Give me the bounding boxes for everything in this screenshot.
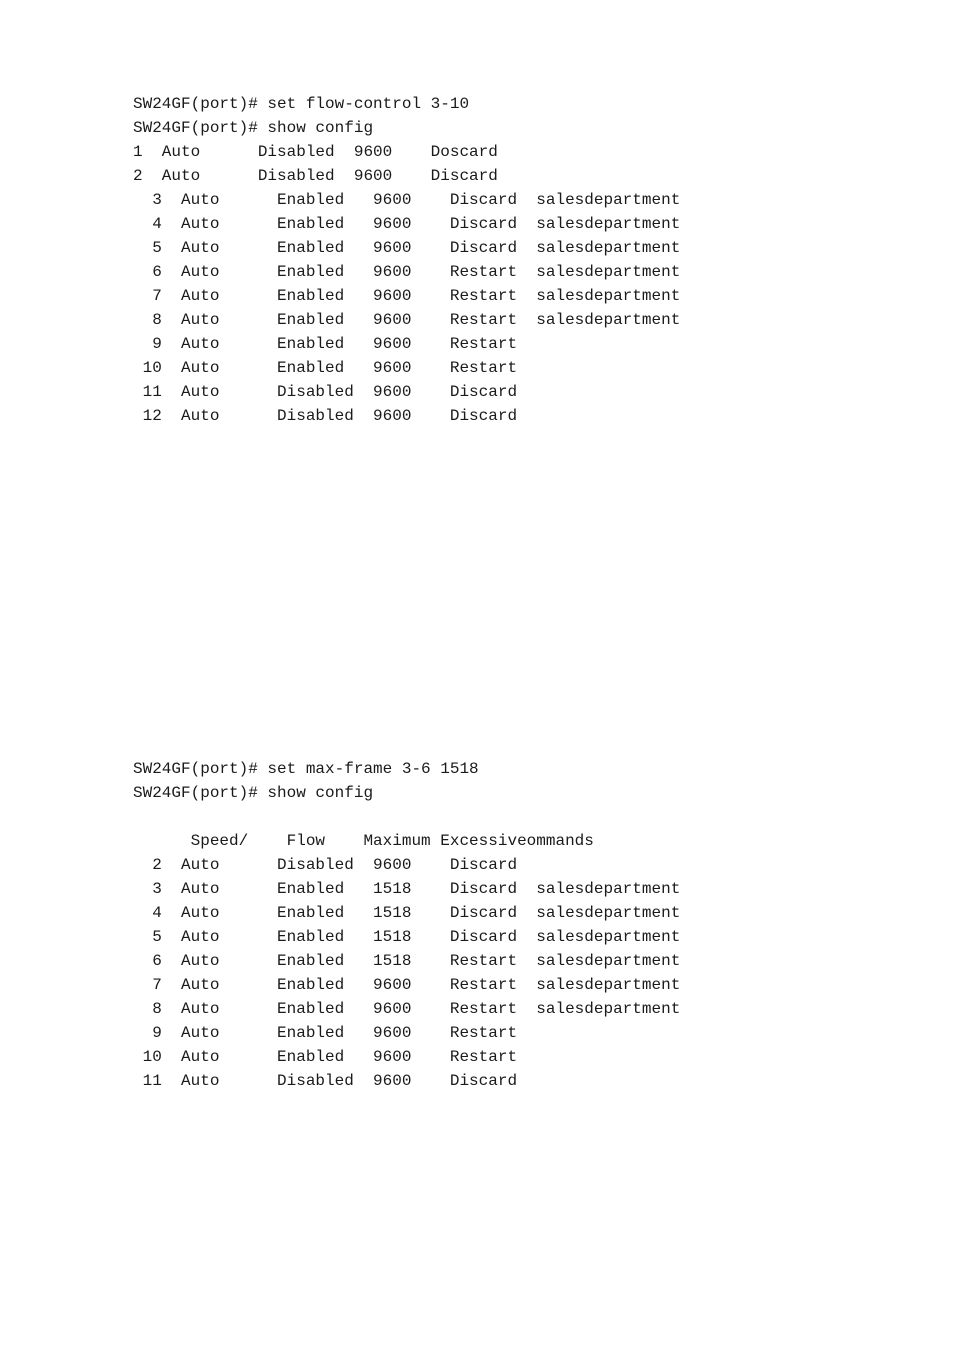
config-row: 4 Auto Enabled 9600 Discard salesdepartment	[133, 215, 681, 233]
config-row: 10 Auto Enabled 9600 Restart	[133, 1048, 518, 1066]
config-row: 7 Auto Enabled 9600 Restart salesdepartment	[133, 287, 681, 305]
config-row: 4 Auto Enabled 1518 Discard salesdepartment	[133, 904, 681, 922]
config-row: 6 Auto Enabled 9600 Restart salesdepartment	[133, 263, 681, 281]
table-header: Speed/ Flow Maximum Excessiveommands	[133, 832, 594, 850]
config-row: 6 Auto Enabled 1518 Restart salesdepartment	[133, 952, 681, 970]
command-line: SW24GF(port)# show config	[133, 119, 374, 137]
flow-control-output	[133, 92, 680, 428]
config-row: 1 Auto Disabled 9600 Doscard	[133, 143, 498, 161]
config-row: 11 Auto Disabled 9600 Discard	[133, 383, 518, 401]
config-row: 7 Auto Enabled 9600 Restart salesdepartment	[133, 976, 681, 994]
config-row: 11 Auto Disabled 9600 Discard	[133, 1072, 518, 1090]
config-row: 9 Auto Enabled 9600 Restart	[133, 335, 518, 353]
command-line: SW24GF(port)# show config	[133, 784, 374, 802]
command-line: SW24GF(port)# set flow-control 3-10	[133, 95, 470, 113]
config-row: 8 Auto Enabled 9600 Restart salesdepartment	[133, 311, 681, 329]
config-row: 10 Auto Enabled 9600 Restart	[133, 359, 518, 377]
config-row: 9 Auto Enabled 9600 Restart	[133, 1024, 518, 1042]
max-frame-output	[133, 757, 680, 1093]
config-row: 3 Auto Enabled 1518 Discard salesdepartment	[133, 880, 681, 898]
config-row: 12 Auto Disabled 9600 Discard	[133, 407, 518, 425]
blank-line	[133, 805, 680, 829]
config-row: 2 Auto Disabled 9600 Discard	[133, 167, 498, 185]
config-row: 8 Auto Enabled 9600 Restart salesdepartment	[133, 1000, 681, 1018]
config-row: 5 Auto Enabled 1518 Discard salesdepartment	[133, 928, 681, 946]
config-row: 2 Auto Disabled 9600 Discard	[133, 856, 518, 874]
config-row: 5 Auto Enabled 9600 Discard salesdepartment	[133, 239, 681, 257]
config-row: 3 Auto Enabled 9600 Discard salesdepartment	[133, 191, 681, 209]
command-line: SW24GF(port)# set max-frame 3-6 1518	[133, 760, 479, 778]
